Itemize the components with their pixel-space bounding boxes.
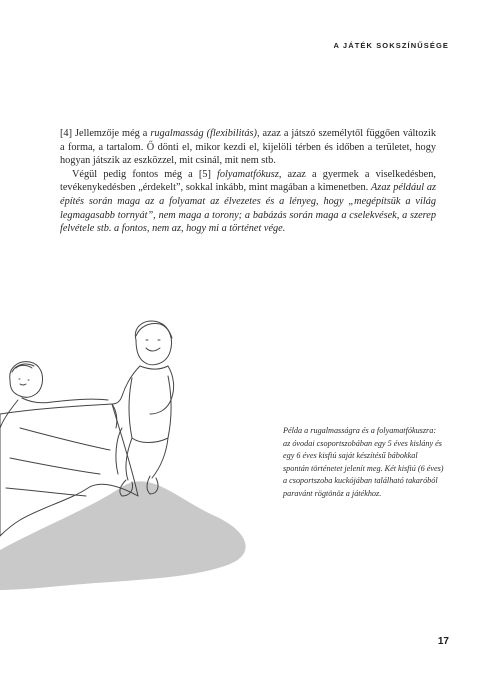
floor-shadow	[0, 481, 246, 590]
paragraph-1-part-2: , azaz a játszó személytől függően változik a forma, a tartalom. Ő dönti el, mikor kezdi el, kijelöli térben és időben a területet, hogy hogyan játszik az eszközzel, mit csinál, mit nem stb.	[60, 128, 436, 167]
paragraph-process-focus	[60, 168, 436, 236]
running-head: A JÁTÉK SOKSZÍNŰSÉGE	[333, 41, 449, 50]
term-process-focus: folyamatfókusz	[217, 168, 279, 180]
term-flexibility: rugalmasság (flexibilitás)	[150, 128, 257, 139]
girl-figure	[0, 362, 108, 428]
figure-caption: Példa a rugalmasságra és a folyamatfókuszra: az óvodai csoportszobában egy 5 éves kislány és egy 6 éves kisfiú saját készítésű bábokkal spontán történetet jelenít meg. Két kisfiú (6 éves) a csoportszoba kuckójában található takaróból paravánt rögtönöz a játékhoz.	[283, 426, 444, 498]
body-text	[60, 127, 436, 236]
boy-figure	[112, 321, 174, 496]
paragraph-2-part-2: , azaz a gyermek a viselkedésben, tevékenykedésben „érdekelt”, sokkal inkább, mint magában a kimenetben.	[60, 168, 436, 194]
paragraph-2-example: Azaz például az építés során maga az a folyamat az élvezetes és a lényeg, hogy „megépítsük a világ legmagasabb tornyát”, nem maga a torony; a babázás során maga a cselekvések, a szerep felvétele stb. a fontos, nem az, hogy mi a történet vége.	[60, 182, 436, 235]
paragraph-1-part-1: [4] Jellemzője még a	[60, 128, 151, 139]
page-number: 17	[437, 636, 449, 647]
paragraph-flexibility	[60, 127, 436, 168]
paragraph-2-part-1: Végül pedig fontos még a [5]	[72, 168, 218, 180]
